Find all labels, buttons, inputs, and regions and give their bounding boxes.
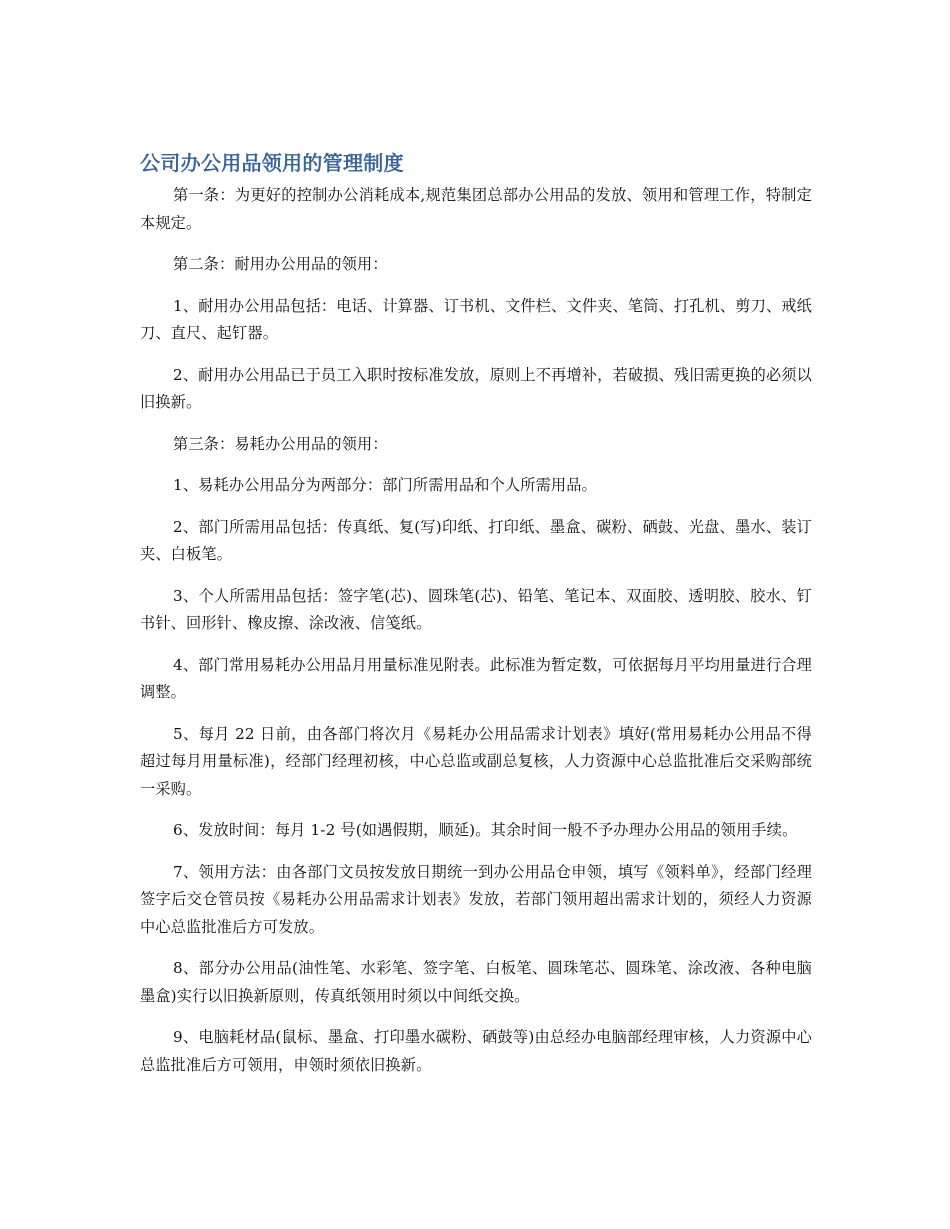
article-2-item-1: 1、耐用办公用品包括：电话、计算器、订书机、文件栏、文件夹、笔筒、打孔机、剪刀、戒纸刀、直尺、起钉器。 <box>140 296 812 342</box>
document-body <box>140 148 812 1093</box>
article-3-item-1: 1、易耗办公用品分为两部分：部门所需用品和个人所需用品。 <box>173 476 597 494</box>
article-3-item-5: 5、每月 22 日前，由各部门将次月《易耗办公用品需求计划表》填好(常用易耗办公用品不得超过每月用量标准)，经部门经理初核，中心总监或副总复核，人力资源中心总监批准后交采购部统一采购。 <box>140 724 812 798</box>
article-2-heading: 第二条：耐用办公用品的领用： <box>173 255 388 273</box>
article-3-item-8: 8、部分办公用品(油性笔、水彩笔、签字笔、白板笔、圆珠笔芯、圆珠笔、涂改液、各种电脑墨盒)实行以旧换新原则，传真纸领用时须以中间纸交换。 <box>140 959 812 1005</box>
article-2-item-2: 2、耐用办公用品已于员工入职时按标准发放，原则上不再增补，若破损、残旧需更换的必须以旧换新。 <box>140 365 812 411</box>
article-3-item-4: 4、部门常用易耗办公用品月用量标准见附表。此标准为暂定数，可依据每月平均用量进行合理调整。 <box>140 655 812 701</box>
article-1-paragraph: 第一条：为更好的控制办公消耗成本,规范集团总部办公用品的发放、领用和管理工作，特制定本规定。 <box>140 186 812 232</box>
article-3-item-9: 9、电脑耗材品(鼠标、墨盒、打印墨水碳粉、硒鼓等)由总经办电脑部经理审核，人力资源中心总监批准后方可领用，申领时须依旧换新。 <box>140 1028 812 1074</box>
article-3-item-3: 3、个人所需用品包括：签字笔(芯)、圆珠笔(芯)、铅笔、笔记本、双面胶、透明胶、胶水、钉书针、回形针、橡皮擦、涂改液、信笺纸。 <box>140 586 812 632</box>
document-title: 公司办公用品领用的管理制度 <box>140 151 404 175</box>
article-3-heading: 第三条：易耗办公用品的领用： <box>173 434 388 453</box>
article-3-item-2: 2、部门所需用品包括：传真纸、复(写)印纸、打印纸、墨盒、碳粉、硒鼓、光盘、墨水、装订夹、白板笔。 <box>140 517 812 563</box>
article-3-item-6: 6、发放时间：每月 1-2 号(如遇假期，顺延)。其余时间一般不予办理办公用品的领用手续。 <box>173 821 798 839</box>
article-3-item-7: 7、领用方法：由各部门文员按发放日期统一到办公用品仓申领，填写《领料单》，经部门经理签字后交仓管员按《易耗办公用品需求计划表》发放，若部门领用超出需求计划的，须经人力资源中心总监批准后方可发放。 <box>140 862 812 936</box>
